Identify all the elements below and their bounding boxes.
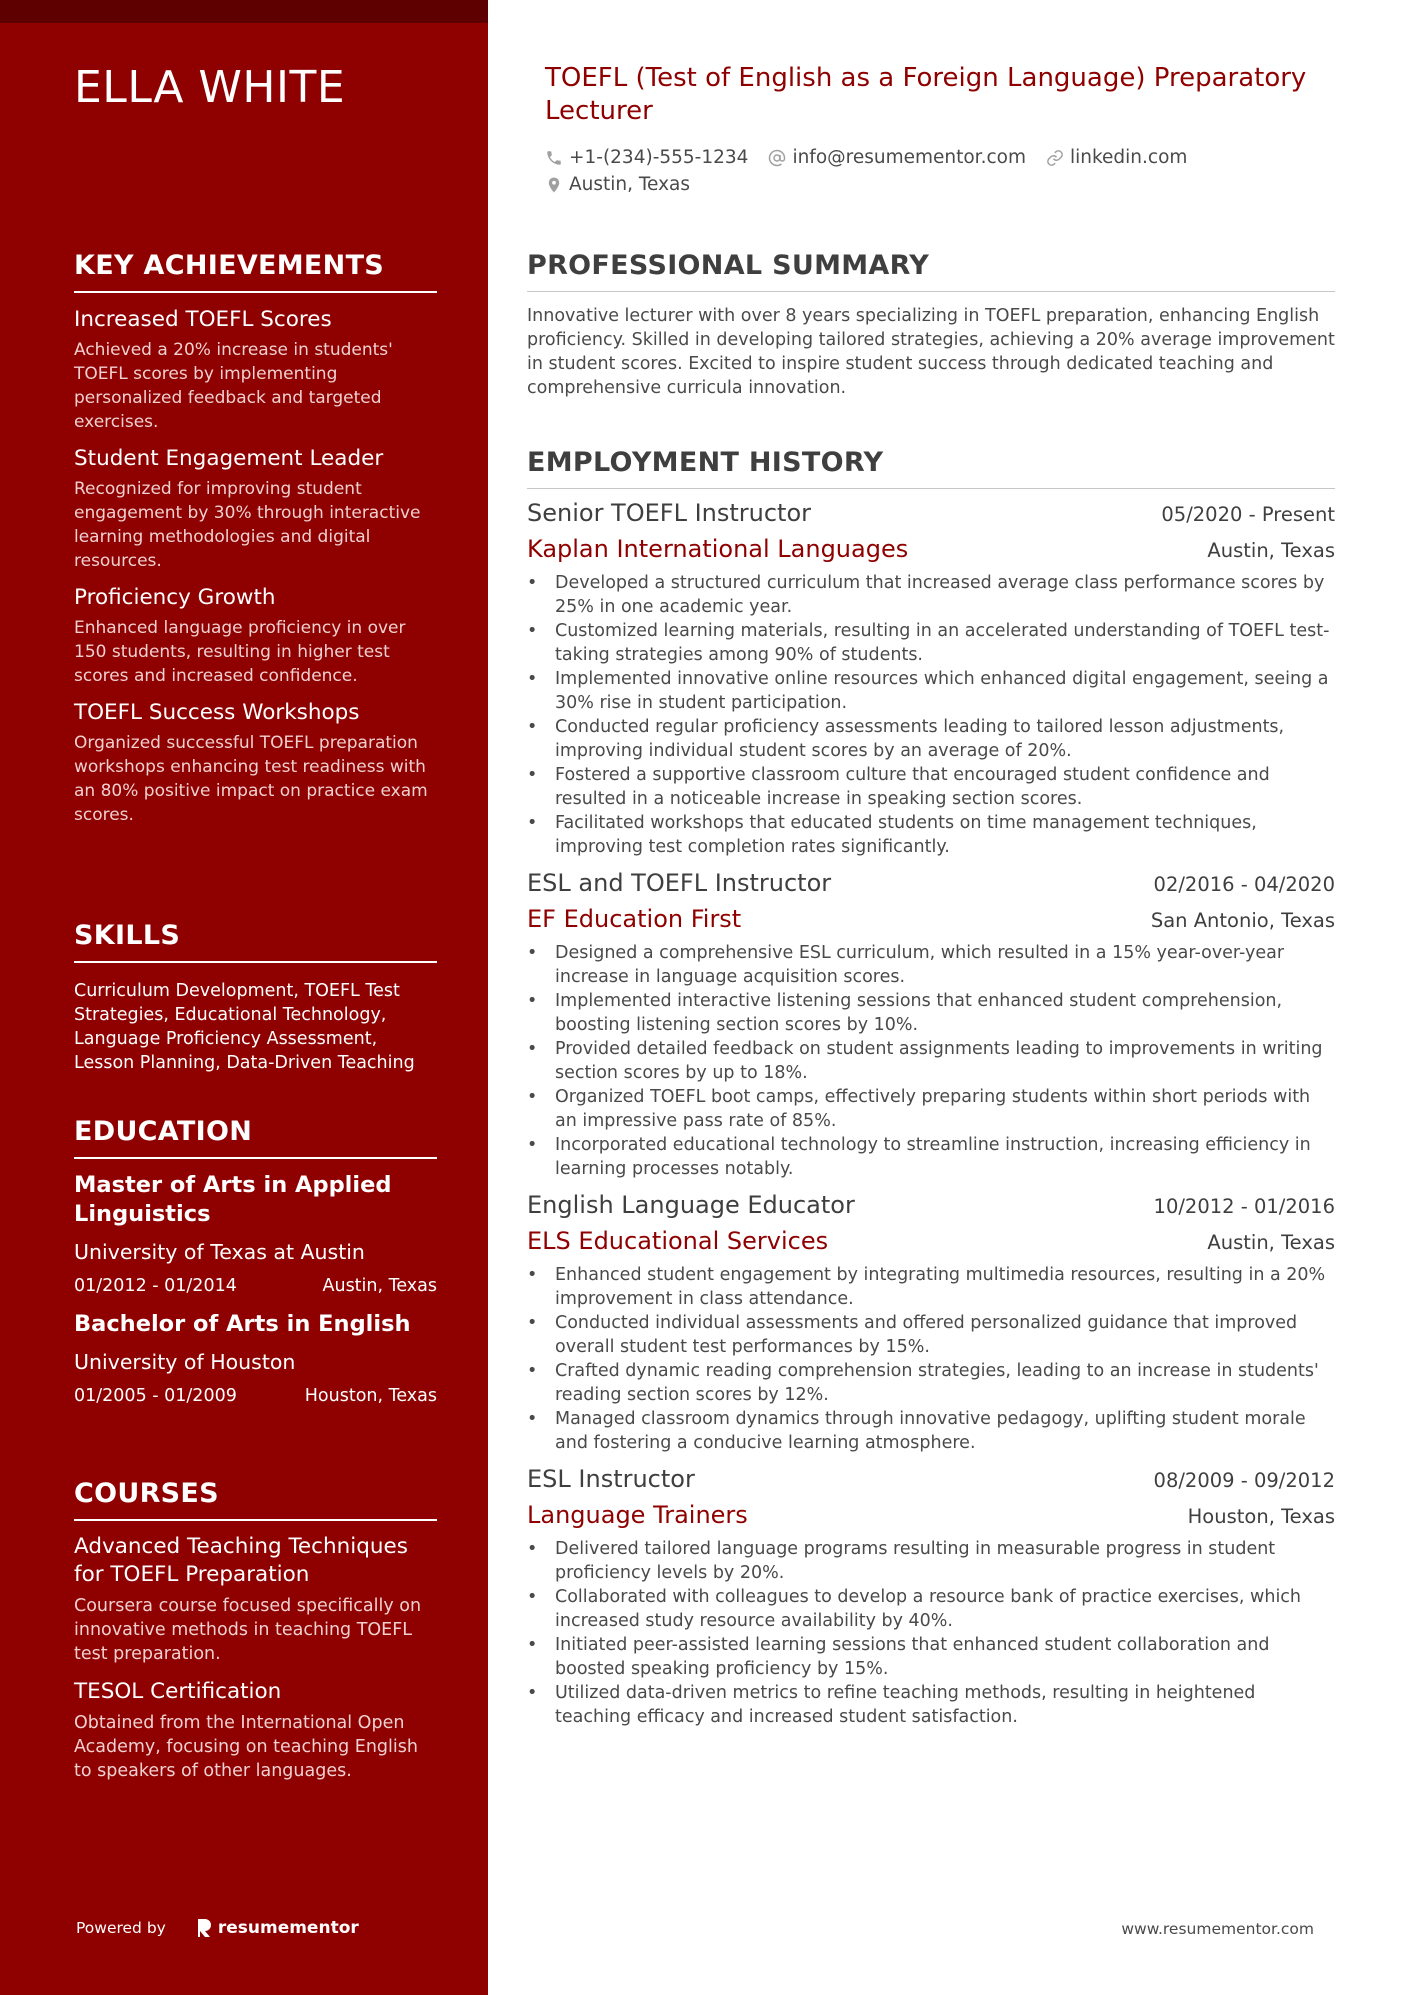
bullet-item: • Utilized data-driven metrics to refine teaching methods, resulting in heightened teaching efficacy and increased student satisfaction.	[527, 1681, 1335, 1729]
job-location: Austin, Texas	[1207, 1231, 1335, 1254]
achievement-item	[74, 698, 437, 827]
job-location: Austin, Texas	[1207, 539, 1335, 562]
bullet-item: • Designed a comprehensive ESL curriculum, which resulted in a 15% year-over-year increase in language acquisition scores.	[527, 941, 1335, 989]
education-item	[74, 1310, 437, 1408]
achievement-desc: Enhanced language proficiency in over 150 students, resulting in higher test scores and increased confidence.	[74, 618, 406, 686]
bullet-item: • Facilitated workshops that educated students on time management techniques, improving test completion rates significantly.	[527, 811, 1335, 859]
summary-section	[527, 250, 1335, 400]
contact-row	[545, 171, 1325, 198]
contact-row	[545, 144, 1325, 171]
employment-heading: EMPLOYMENT HISTORY	[527, 447, 1335, 489]
course-item	[74, 1678, 437, 1783]
bullet-item: • Developed a structured curriculum that increased average class performance scores by 25% in one academic year.	[527, 571, 1335, 619]
bullet-item: • Implemented innovative online resources which enhanced digital engagement, seeing a 30% rise in student participation.	[527, 667, 1335, 715]
sidebar	[0, 0, 488, 1995]
bullet-item: • Conducted regular proficiency assessments leading to tailored lesson adjustments, improving individual student scores by an average of 20%.	[527, 715, 1335, 763]
edu-location: Houston, Texas	[304, 1386, 437, 1406]
job-role: Senior TOEFL Instructor	[527, 499, 812, 527]
skills-section	[74, 920, 437, 1075]
bullet-item: • Crafted dynamic reading comprehension strategies, leading to an increase in students' reading section scores by 12%.	[527, 1359, 1335, 1407]
education-heading: EDUCATION	[74, 1116, 437, 1159]
bullet-item: • Delivered tailored language programs resulting in measurable progress in student proficiency levels by 20%.	[527, 1537, 1335, 1585]
email-text: info@resumementor.com	[792, 147, 1026, 168]
achievement-title: Student Engagement Leader	[74, 446, 384, 471]
job-role: ESL and TOEFL Instructor	[527, 869, 832, 897]
achievement-desc: Organized successful TOEFL preparation workshops enhancing test readiness with an 80% positive impact on practice exam scores.	[74, 733, 428, 825]
contact-info	[545, 144, 1325, 198]
brand-mark-icon	[196, 1918, 212, 1938]
edu-school: University of Houston	[74, 1350, 296, 1374]
employment-section	[527, 447, 1335, 1729]
bullet-item: • Organized TOEFL boot camps, effectively preparing students within short periods with an impressive pass rate of 85%.	[527, 1085, 1335, 1133]
course-desc: Obtained from the International Open Academy, focusing on teaching English to speakers of other languages.	[74, 1713, 418, 1781]
job-company: Language Trainers	[527, 1501, 748, 1529]
edu-dates: 01/2012 - 01/2014	[74, 1276, 237, 1296]
education-item	[74, 1171, 437, 1298]
bullet-item: • Managed classroom dynamics through innovative pedagogy, uplifting student morale and fostering a conducive learning atmosphere.	[527, 1407, 1335, 1455]
job-header	[527, 1465, 1335, 1501]
bullet-item: • Implemented interactive listening sessions that enhanced student comprehension, boosting listening section scores by 10%.	[527, 989, 1335, 1037]
phone-icon	[545, 149, 563, 167]
bullet-item: • Conducted individual assessments and offered personalized guidance that improved overall student test performances by 15%.	[527, 1311, 1335, 1359]
job-dates: 08/2009 - 09/2012	[1153, 1469, 1335, 1492]
bullet-item: • Collaborated with colleagues to develop a resource bank of practice exercises, which increased study resource availability by 40%.	[527, 1585, 1335, 1633]
contact-linkedin[interactable]	[1046, 147, 1187, 168]
at-sign-icon	[768, 149, 786, 167]
summary-heading: PROFESSIONAL SUMMARY	[527, 250, 1335, 292]
sidebar-top-band	[0, 0, 488, 23]
headline-job-title: TOEFL (Test of English as a Foreign Language) Preparatory Lecturer	[545, 63, 1307, 126]
job-subheader	[527, 905, 1335, 941]
bullet-item: • Fostered a supportive classroom culture that encouraged student confidence and resulted in a noticeable increase in speaking section scores.	[527, 763, 1335, 811]
powered-by	[76, 1918, 359, 1938]
job-header	[527, 499, 1335, 535]
achievement-desc: Recognized for improving student engagement by 30% through interactive learning methodologies and digital resources.	[74, 479, 421, 571]
job-subheader	[527, 535, 1335, 571]
bullet-item: • Enhanced student engagement by integrating multimedia resources, resulting in a 20% improvement in class attendance.	[527, 1263, 1335, 1311]
powered-by-label: Powered by	[76, 1919, 166, 1937]
edu-meta	[74, 1384, 437, 1408]
footer-website[interactable]: www.resumementor.com	[1121, 1920, 1314, 1938]
job-bullets	[527, 1537, 1335, 1729]
job-entry	[527, 1465, 1335, 1729]
achievement-title: TOEFL Success Workshops	[74, 700, 360, 725]
contact-email[interactable]	[768, 147, 1026, 168]
candidate-name: ELLA WHITE	[74, 62, 346, 113]
skills-heading: SKILLS	[74, 920, 437, 963]
achievements-section	[74, 250, 437, 827]
job-entry	[527, 1191, 1335, 1455]
job-bullets	[527, 1263, 1335, 1455]
achievement-title: Increased TOEFL Scores	[74, 307, 332, 332]
job-role: English Language Educator	[527, 1191, 855, 1219]
achievement-item	[74, 444, 437, 573]
job-subheader	[527, 1227, 1335, 1263]
summary-text: Innovative lecturer with over 8 years specializing in TOEFL preparation, enhancing English proficiency. Skilled in developing tailored strategies, achieving a 20% average improvement in student scores. Excited to inspire student success through dedicated teaching and comprehensive curricula innovation.	[527, 306, 1335, 398]
course-item	[74, 1533, 437, 1666]
achievements-heading: KEY ACHIEVEMENTS	[74, 250, 437, 293]
course-desc: Coursera course focused specifically on innovative methods in teaching TOEFL test preparation.	[74, 1596, 422, 1664]
courses-heading: COURSES	[74, 1478, 437, 1521]
courses-section	[74, 1478, 437, 1783]
edu-meta	[74, 1274, 437, 1298]
skills-list: Curriculum Development, TOEFL Test Strategies, Educational Technology, Language Proficiency Assessment, Lesson Planning, Data-Driven Teaching	[74, 981, 415, 1073]
job-dates: 02/2016 - 04/2020	[1153, 873, 1335, 896]
job-location: San Antonio, Texas	[1150, 909, 1335, 932]
job-role: ESL Instructor	[527, 1465, 695, 1493]
job-location: Houston, Texas	[1187, 1505, 1335, 1528]
location-pin-icon	[545, 176, 563, 194]
edu-location: Austin, Texas	[322, 1276, 437, 1296]
link-icon	[1046, 149, 1064, 167]
achievement-desc: Achieved a 20% increase in students' TOEFL scores by implementing personalized feedback and targeted exercises.	[74, 340, 393, 432]
contact-location	[545, 174, 690, 195]
location-text: Austin, Texas	[569, 174, 691, 195]
edu-school: University of Texas at Austin	[74, 1240, 365, 1264]
job-entry	[527, 869, 1335, 1181]
phone-text: +1-(234)-555-1234	[569, 147, 749, 168]
job-company: EF Education First	[527, 905, 742, 933]
achievement-item	[74, 583, 437, 688]
bullet-item: • Initiated peer-assisted learning sessions that enhanced student collaboration and boosted speaking proficiency by 15%.	[527, 1633, 1335, 1681]
edu-degree: Master of Arts in Applied Linguistics	[74, 1172, 392, 1227]
job-header	[527, 1191, 1335, 1227]
job-bullets	[527, 941, 1335, 1181]
job-company: ELS Educational Services	[527, 1227, 829, 1255]
bullet-item: • Customized learning materials, resulting in an accelerated understanding of TOEFL test-taking strategies among 90% of students.	[527, 619, 1335, 667]
bullet-item: • Provided detailed feedback on student assignments leading to improvements in writing section scores by up to 18%.	[527, 1037, 1335, 1085]
job-bullets	[527, 571, 1335, 859]
edu-degree: Bachelor of Arts in English	[74, 1311, 411, 1337]
edu-dates: 01/2005 - 01/2009	[74, 1386, 237, 1406]
job-company: Kaplan International Languages	[527, 535, 909, 563]
bullet-item: • Incorporated educational technology to streamline instruction, increasing efficiency in learning processes notably.	[527, 1133, 1335, 1181]
job-entry	[527, 499, 1335, 859]
brand-logo[interactable]	[196, 1918, 359, 1938]
achievement-item	[74, 305, 437, 434]
linkedin-text: linkedin.com	[1069, 147, 1188, 168]
brand-name: resumementor	[217, 1918, 359, 1938]
course-title: Advanced Teaching Techniques for TOEFL Preparation	[74, 1534, 408, 1587]
contact-phone[interactable]	[545, 147, 748, 168]
education-section	[74, 1116, 437, 1408]
job-header	[527, 869, 1335, 905]
course-title: TESOL Certification	[74, 1679, 282, 1704]
job-dates: 10/2012 - 01/2016	[1153, 1195, 1335, 1218]
job-subheader	[527, 1501, 1335, 1537]
achievement-title: Proficiency Growth	[74, 585, 276, 610]
job-dates: 05/2020 - Present	[1161, 503, 1335, 526]
